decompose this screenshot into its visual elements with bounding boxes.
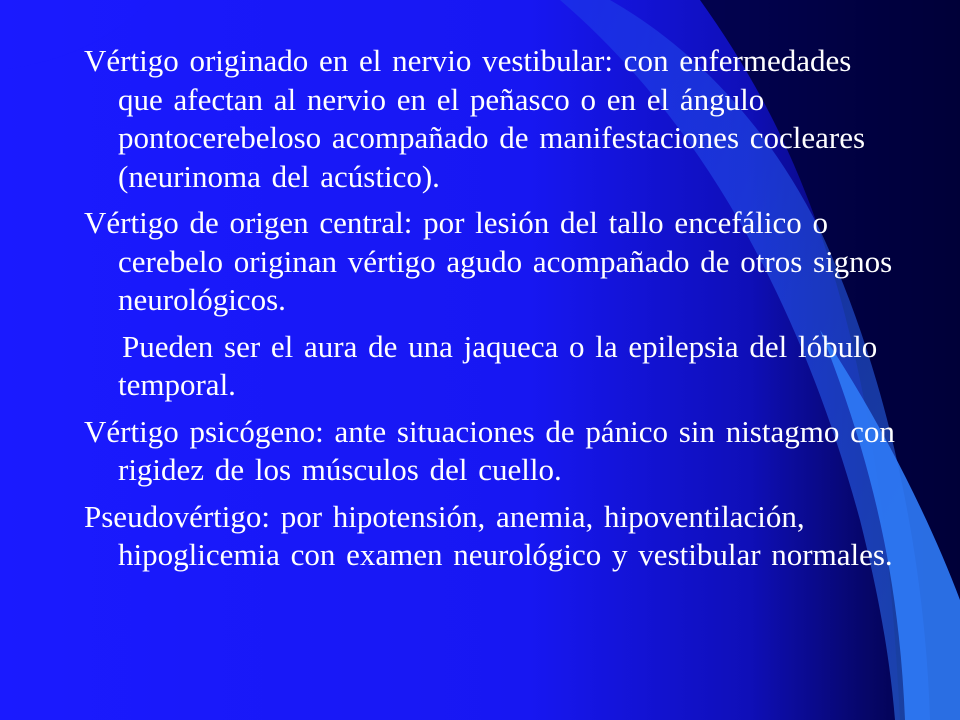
paragraph-vertigo-nervio-vestibular: Vértigo originado en el nervio vestibular: con enfermedades que afectan al nervio en el peñasco o en el ángulo pontocerebeloso acompañado de manifestaciones cocleares (neurinoma del acústico).: [84, 43, 866, 194]
paragraph-vertigo-psicogeno: Vértigo psicógeno: ante situaciones de pánico sin nistagmo con rigidez de los músculos del cuello.: [84, 413, 895, 487]
slide-body: [84, 42, 904, 583]
paragraph-vertigo-central: Vértigo de origen central: por lesión del tallo encefálico o cerebelo originan vértigo agudo acompañado de otros signos neurológicos.: [84, 205, 893, 317]
paragraph-pseudovertigo: Pseudovértigo: por hipotensión, anemia, hipoventilación, hipoglicemia con examen neurológico y vestibular normales.: [84, 498, 893, 572]
paragraph-aura-jaqueca: Pueden ser el aura de una jaqueca o la epilepsia del lóbulo temporal.: [118, 328, 878, 402]
